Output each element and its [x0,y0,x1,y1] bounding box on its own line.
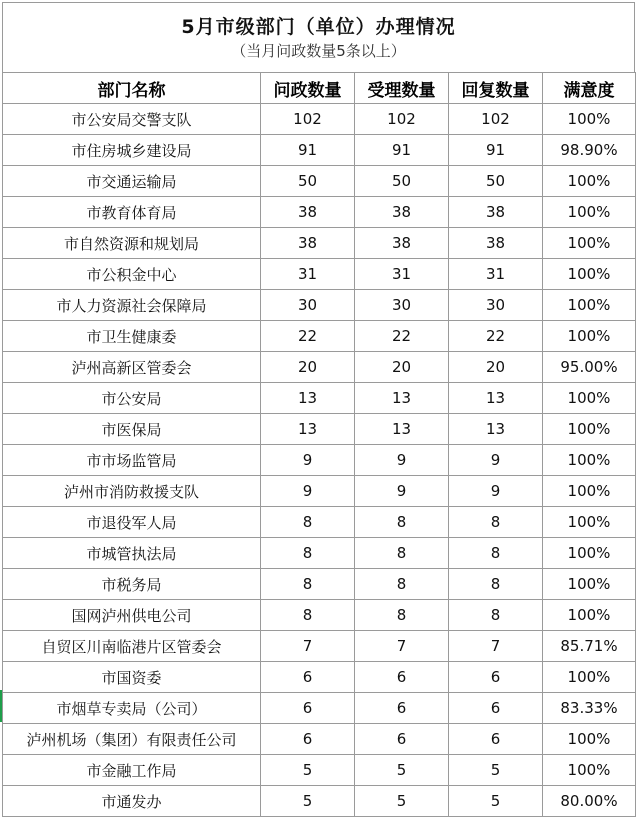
reply-count-cell[interactable]: 13 [449,383,543,414]
table-row [3,290,636,321]
satisfaction-cell[interactable]: 85.71% [543,631,636,662]
table-row [3,228,636,259]
inquiry-count-cell[interactable]: 13 [261,383,355,414]
header-satisfaction[interactable]: 满意度 [543,73,636,104]
row-selection-marker [0,690,2,722]
satisfaction-cell[interactable]: 100% [543,414,636,445]
inquiry-count-cell[interactable]: 8 [261,538,355,569]
table-row [3,197,636,228]
accepted-count-cell[interactable]: 38 [355,197,449,228]
table-row [3,135,636,166]
department-cell[interactable]: 市交通运输局 [3,166,261,197]
accepted-count-cell[interactable]: 38 [355,228,449,259]
department-cell[interactable]: 市市场监管局 [3,445,261,476]
satisfaction-cell[interactable]: 100% [543,755,636,786]
satisfaction-cell[interactable]: 100% [543,166,636,197]
reply-count-cell[interactable]: 8 [449,507,543,538]
spreadsheet [2,2,635,817]
accepted-count-cell[interactable]: 5 [355,786,449,817]
department-cell[interactable]: 市公安局 [3,383,261,414]
satisfaction-cell[interactable]: 100% [543,662,636,693]
accepted-count-cell[interactable]: 13 [355,383,449,414]
title-cell[interactable] [2,2,635,72]
accepted-count-cell[interactable]: 8 [355,600,449,631]
reply-count-cell[interactable]: 6 [449,662,543,693]
accepted-count-cell[interactable]: 13 [355,414,449,445]
inquiry-count-cell[interactable]: 102 [261,104,355,135]
satisfaction-cell[interactable]: 100% [543,383,636,414]
reply-count-cell[interactable]: 13 [449,414,543,445]
inquiry-count-cell[interactable]: 13 [261,414,355,445]
table-row [3,662,636,693]
reply-count-cell[interactable]: 5 [449,755,543,786]
accepted-count-cell[interactable]: 31 [355,259,449,290]
reply-count-cell[interactable]: 91 [449,135,543,166]
table-row [3,414,636,445]
inquiry-count-cell[interactable]: 22 [261,321,355,352]
department-cell[interactable]: 市烟草专卖局（公司） [3,693,261,724]
header-row [3,73,636,104]
accepted-count-cell[interactable]: 6 [355,693,449,724]
reply-count-cell[interactable]: 8 [449,569,543,600]
accepted-count-cell[interactable]: 9 [355,445,449,476]
accepted-count-cell[interactable]: 20 [355,352,449,383]
department-cell[interactable]: 市自然资源和规划局 [3,228,261,259]
table-row [3,538,636,569]
department-cell[interactable]: 市公安局交警支队 [3,104,261,135]
department-cell[interactable]: 泸州机场（集团）有限责任公司 [3,724,261,755]
satisfaction-cell[interactable]: 100% [543,259,636,290]
table-row [3,383,636,414]
reply-count-cell[interactable]: 22 [449,321,543,352]
inquiry-count-cell[interactable]: 30 [261,290,355,321]
reply-count-cell[interactable]: 20 [449,352,543,383]
satisfaction-cell[interactable]: 95.00% [543,352,636,383]
table-body [3,104,636,817]
header-reply-count[interactable]: 回复数量 [449,73,543,104]
inquiry-count-cell[interactable]: 31 [261,259,355,290]
table-row [3,166,636,197]
department-cell[interactable]: 市国资委 [3,662,261,693]
satisfaction-cell[interactable]: 100% [543,538,636,569]
sheet-title: 5月市级部门（单位）办理情况 [181,16,456,38]
inquiry-count-cell[interactable]: 9 [261,476,355,507]
inquiry-count-cell[interactable]: 7 [261,631,355,662]
satisfaction-cell[interactable]: 100% [543,600,636,631]
table-row [3,755,636,786]
department-cell[interactable]: 市住房城乡建设局 [3,135,261,166]
table-row [3,507,636,538]
department-cell[interactable]: 市城管执法局 [3,538,261,569]
inquiry-count-cell[interactable]: 8 [261,569,355,600]
inquiry-count-cell[interactable]: 6 [261,724,355,755]
department-cell[interactable]: 泸州高新区管委会 [3,352,261,383]
department-cell[interactable]: 市通发办 [3,786,261,817]
header-department[interactable]: 部门名称 [3,73,261,104]
satisfaction-cell[interactable]: 100% [543,476,636,507]
reply-count-cell[interactable]: 38 [449,228,543,259]
satisfaction-cell[interactable]: 80.00% [543,786,636,817]
table-row [3,259,636,290]
accepted-count-cell[interactable]: 22 [355,321,449,352]
header-inquiry-count[interactable]: 问政数量 [261,73,355,104]
accepted-count-cell[interactable]: 102 [355,104,449,135]
satisfaction-cell[interactable]: 100% [543,197,636,228]
table-row [3,569,636,600]
reply-count-cell[interactable]: 6 [449,693,543,724]
department-cell[interactable]: 市人力资源社会保障局 [3,290,261,321]
inquiry-count-cell[interactable]: 6 [261,693,355,724]
table-row [3,600,636,631]
table-row [3,786,636,817]
inquiry-count-cell[interactable]: 8 [261,600,355,631]
accepted-count-cell[interactable]: 30 [355,290,449,321]
accepted-count-cell[interactable]: 8 [355,569,449,600]
satisfaction-cell[interactable]: 100% [543,724,636,755]
reply-count-cell[interactable]: 9 [449,445,543,476]
table-row [3,445,636,476]
inquiry-count-cell[interactable]: 38 [261,228,355,259]
accepted-count-cell[interactable]: 7 [355,631,449,662]
department-cell[interactable]: 市医保局 [3,414,261,445]
reply-count-cell[interactable]: 8 [449,538,543,569]
table-row [3,693,636,724]
reply-count-cell[interactable]: 5 [449,786,543,817]
inquiry-count-cell[interactable]: 6 [261,662,355,693]
inquiry-count-cell[interactable]: 5 [261,786,355,817]
satisfaction-cell[interactable]: 98.90% [543,135,636,166]
data-table [2,72,636,817]
satisfaction-cell[interactable]: 100% [543,445,636,476]
department-cell[interactable]: 国网泸州供电公司 [3,600,261,631]
inquiry-count-cell[interactable]: 8 [261,507,355,538]
reply-count-cell[interactable]: 9 [449,476,543,507]
satisfaction-cell[interactable]: 100% [543,290,636,321]
accepted-count-cell[interactable]: 8 [355,538,449,569]
satisfaction-cell[interactable]: 83.33% [543,693,636,724]
satisfaction-cell[interactable]: 100% [543,104,636,135]
department-cell[interactable]: 市卫生健康委 [3,321,261,352]
header-accepted-count[interactable]: 受理数量 [355,73,449,104]
inquiry-count-cell[interactable]: 38 [261,197,355,228]
department-cell[interactable]: 市公积金中心 [3,259,261,290]
accepted-count-cell[interactable]: 8 [355,507,449,538]
accepted-count-cell[interactable]: 6 [355,724,449,755]
reply-count-cell[interactable]: 6 [449,724,543,755]
table-row [3,104,636,135]
department-cell[interactable]: 市退役军人局 [3,507,261,538]
accepted-count-cell[interactable]: 91 [355,135,449,166]
reply-count-cell[interactable]: 50 [449,166,543,197]
inquiry-count-cell[interactable]: 91 [261,135,355,166]
table-row [3,631,636,662]
reply-count-cell[interactable]: 31 [449,259,543,290]
satisfaction-cell[interactable]: 100% [543,569,636,600]
table-row [3,476,636,507]
accepted-count-cell[interactable]: 6 [355,662,449,693]
satisfaction-cell[interactable]: 100% [543,507,636,538]
department-cell[interactable]: 市税务局 [3,569,261,600]
reply-count-cell[interactable]: 38 [449,197,543,228]
accepted-count-cell[interactable]: 50 [355,166,449,197]
accepted-count-cell[interactable]: 9 [355,476,449,507]
department-cell[interactable]: 自贸区川南临港片区管委会 [3,631,261,662]
sheet-subtitle: （当月问政数量5条以上） [231,42,406,60]
satisfaction-cell[interactable]: 100% [543,228,636,259]
reply-count-cell[interactable]: 102 [449,104,543,135]
department-cell[interactable]: 市金融工作局 [3,755,261,786]
department-cell[interactable]: 泸州市消防救援支队 [3,476,261,507]
reply-count-cell[interactable]: 7 [449,631,543,662]
reply-count-cell[interactable]: 8 [449,600,543,631]
inquiry-count-cell[interactable]: 5 [261,755,355,786]
accepted-count-cell[interactable]: 5 [355,755,449,786]
department-cell[interactable]: 市教育体育局 [3,197,261,228]
reply-count-cell[interactable]: 30 [449,290,543,321]
inquiry-count-cell[interactable]: 50 [261,166,355,197]
table-row [3,352,636,383]
table-row [3,321,636,352]
table-row [3,724,636,755]
satisfaction-cell[interactable]: 100% [543,321,636,352]
inquiry-count-cell[interactable]: 20 [261,352,355,383]
inquiry-count-cell[interactable]: 9 [261,445,355,476]
